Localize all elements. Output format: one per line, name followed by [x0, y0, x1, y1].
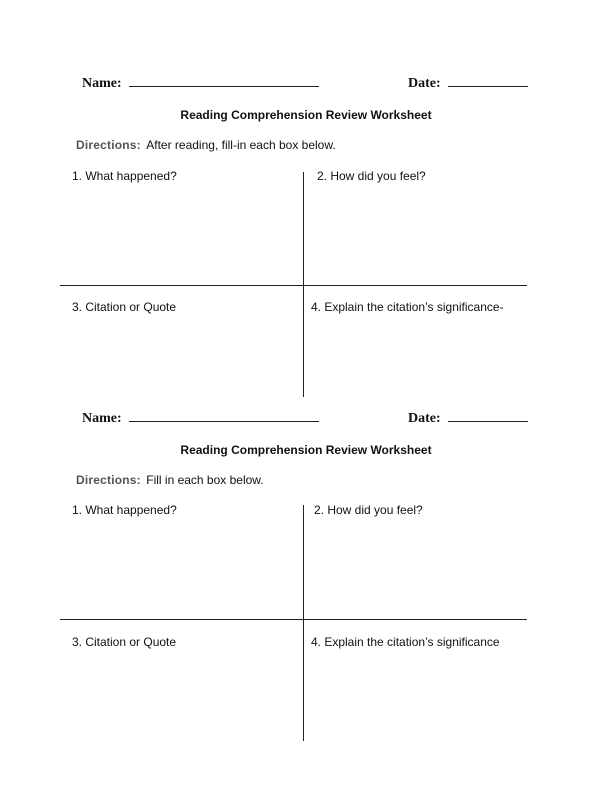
date-blank-line[interactable]	[448, 407, 528, 422]
question-significance: 4. Explain the citation’s significance	[311, 635, 500, 649]
name-label: Name:	[82, 411, 122, 426]
date-blank-line[interactable]	[448, 72, 528, 87]
question-what-happened: 1. What happened?	[72, 169, 177, 183]
worksheet-title: Reading Comprehension Review Worksheet	[180, 108, 432, 122]
name-field	[82, 72, 319, 92]
directions-text: Fill in each box below.	[146, 473, 264, 487]
question-how-feel: 2. How did you feel?	[317, 169, 426, 183]
directions	[76, 138, 336, 152]
directions	[76, 473, 264, 487]
name-label: Name:	[82, 76, 122, 91]
directions-text: After reading, fill-in each box below.	[146, 138, 336, 152]
question-citation: 3. Citation or Quote	[72, 300, 177, 314]
horizontal-divider	[60, 619, 527, 620]
name-field	[82, 407, 319, 427]
name-blank-line[interactable]	[129, 72, 319, 87]
date-label: Date:	[408, 76, 441, 91]
vertical-divider	[303, 505, 304, 741]
directions-label: Directions:	[76, 138, 141, 152]
question-what-happened: 1. What happened?	[72, 503, 177, 517]
directions-label: Directions:	[76, 473, 141, 487]
worksheet-title: Reading Comprehension Review Worksheet	[180, 443, 432, 457]
date-label: Date:	[408, 411, 441, 426]
date-field	[408, 72, 528, 92]
question-how-feel: 2. How did you feel?	[314, 503, 423, 517]
worksheet-bottom	[0, 335, 612, 731]
question-significance: 4. Explain the citation’s significance-	[311, 300, 504, 314]
question-citation: 3. Citation or Quote	[72, 635, 177, 649]
name-blank-line[interactable]	[129, 407, 319, 422]
horizontal-divider	[60, 285, 527, 286]
date-field	[408, 407, 528, 427]
